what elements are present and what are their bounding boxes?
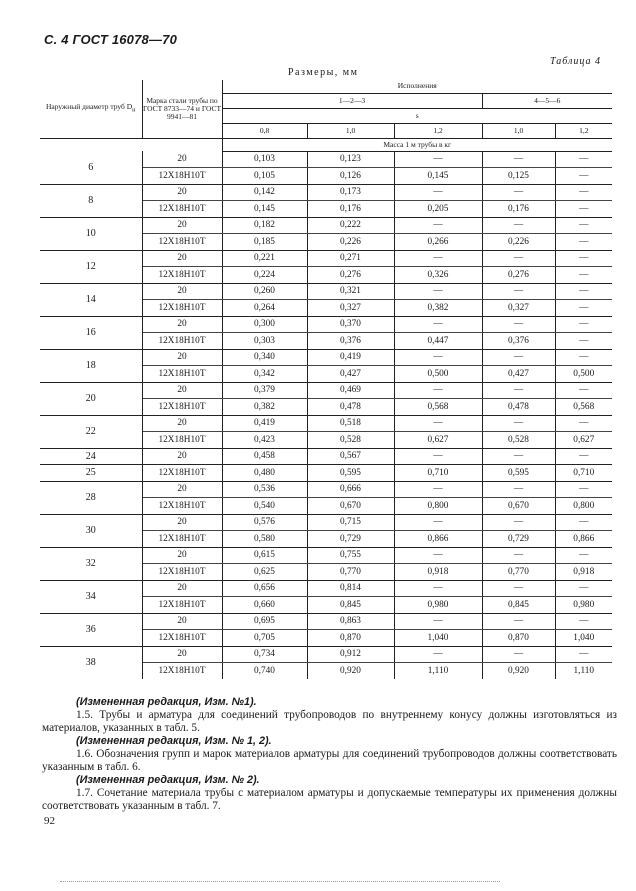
mass-cell: 0,670 bbox=[307, 498, 394, 515]
mass-cell: — bbox=[482, 547, 555, 564]
thickness-value: 1,0 bbox=[307, 123, 394, 138]
mass-cell: 0,447 bbox=[394, 333, 482, 350]
table-row bbox=[40, 382, 612, 399]
mass-cell: 0,176 bbox=[307, 201, 394, 218]
mass-cell: 0,327 bbox=[482, 300, 555, 317]
mass-cell: 0,568 bbox=[555, 399, 612, 416]
mass-cell: 0,528 bbox=[307, 432, 394, 449]
mass-cell: 0,800 bbox=[555, 498, 612, 515]
mass-cell: 0,469 bbox=[307, 382, 394, 399]
mass-cell: 1,110 bbox=[573, 666, 595, 676]
mass-cell: 0,103 bbox=[222, 151, 307, 168]
mass-cell: 0,125 bbox=[482, 168, 555, 185]
mass-cell: 0,321 bbox=[307, 283, 394, 300]
steel-grade-cell: 12Х18Н10Т bbox=[142, 531, 222, 548]
mass-cell: 0,615 bbox=[222, 547, 307, 564]
mass-cell: 0,105 bbox=[222, 168, 307, 185]
steel-grade-cell: 12Х18Н10Т bbox=[142, 498, 222, 515]
steel-grade-cell: 20 bbox=[142, 184, 222, 201]
table-row bbox=[40, 481, 612, 498]
table-row bbox=[40, 580, 612, 597]
mass-cell: 0,845 bbox=[307, 597, 394, 614]
paragraph-1-6: 1.6. Обозначения групп и марок материалов арматуры для соединений трубопроводов должны соответствовать указанным в табл. 6. bbox=[42, 748, 617, 773]
table-row bbox=[40, 514, 612, 531]
steel-grade-cell: 20 bbox=[142, 382, 222, 399]
outer-diameter-cell: 24 bbox=[40, 448, 142, 465]
mass-cell: 0,271 bbox=[307, 250, 394, 267]
mass-cell: — bbox=[394, 514, 482, 531]
mass-cell: 0,770 bbox=[307, 564, 394, 581]
mass-cell: 0,595 bbox=[482, 465, 555, 482]
mass-cell: 0,912 bbox=[307, 646, 394, 663]
amendment-note: (Измененная редакция, Изм. № 2). bbox=[76, 774, 260, 786]
mass-cell: 0,419 bbox=[307, 349, 394, 366]
table-row bbox=[40, 250, 612, 267]
outer-diameter-cell: 25 bbox=[40, 465, 142, 482]
outer-diameter-cell: 8 bbox=[40, 184, 142, 217]
mass-cell: 0,734 bbox=[222, 646, 307, 663]
mass-cell: 0,145 bbox=[222, 201, 307, 218]
mass-cell: 0,710 bbox=[394, 465, 482, 482]
table-row bbox=[40, 448, 612, 465]
mass-cell: 0,327 bbox=[307, 300, 394, 317]
mass-cell: 0,576 bbox=[222, 514, 307, 531]
amendment-note: (Измененная редакция, Изм. № 1, 2). bbox=[76, 735, 272, 747]
mass-cell: — bbox=[482, 514, 555, 531]
table-row bbox=[40, 613, 612, 630]
table-row bbox=[40, 646, 612, 663]
mass-cell: — bbox=[482, 151, 555, 168]
mass-cell: 0,182 bbox=[222, 217, 307, 234]
mass-cell: 0,870 bbox=[307, 630, 394, 647]
mass-cell: 0,866 bbox=[394, 531, 482, 548]
mass-cell: 0,382 bbox=[222, 399, 307, 416]
outer-diameter-cell: 38 bbox=[40, 646, 142, 679]
mass-cell: 0,185 bbox=[222, 234, 307, 251]
outer-diameter-cell: 32 bbox=[40, 547, 142, 580]
mass-cell: 0,567 bbox=[307, 448, 394, 465]
mass-cell: — bbox=[394, 415, 482, 432]
mass-cell: 0,568 bbox=[394, 399, 482, 416]
mass-cell: 1,110 bbox=[394, 663, 482, 680]
outer-diameter-cell: 22 bbox=[40, 415, 142, 448]
mass-cell: — bbox=[394, 580, 482, 597]
mass-cell: — bbox=[394, 646, 482, 663]
mass-cell: 0,326 bbox=[394, 267, 482, 284]
outer-diameter-cell: 10 bbox=[40, 217, 142, 250]
mass-cell: 0,173 bbox=[307, 184, 394, 201]
mass-cell: — bbox=[555, 168, 612, 185]
mass-cell: 0,419 bbox=[222, 415, 307, 432]
steel-grade-cell: 12Х18Н10Т bbox=[142, 234, 222, 251]
mass-cell: 0,755 bbox=[307, 547, 394, 564]
mass-cell: 0,222 bbox=[307, 217, 394, 234]
mass-cell: — bbox=[555, 217, 612, 234]
mass-cell: 0,580 bbox=[222, 531, 307, 548]
mass-cell: — bbox=[555, 382, 612, 399]
table-row bbox=[40, 465, 612, 482]
mass-cell: 0,670 bbox=[482, 498, 555, 515]
mass-cell: 0,382 bbox=[394, 300, 482, 317]
mass-cell: 0,276 bbox=[307, 267, 394, 284]
mass-cell: — bbox=[555, 250, 612, 267]
mass-cell: 0,710 bbox=[555, 465, 612, 482]
mass-cell: 0,226 bbox=[307, 234, 394, 251]
mass-cell: 0,863 bbox=[307, 613, 394, 630]
mass-cell: 0,224 bbox=[222, 267, 307, 284]
mass-cell: — bbox=[555, 333, 612, 350]
mass-cell: — bbox=[555, 448, 612, 465]
mass-cell: 0,123 bbox=[307, 151, 394, 168]
mass-cell: 0,458 bbox=[222, 448, 307, 465]
outer-diameter-cell: 36 bbox=[40, 613, 142, 646]
mass-cell: — bbox=[482, 217, 555, 234]
mass-cell: 0,500 bbox=[555, 366, 612, 383]
mass-cell: 0,379 bbox=[222, 382, 307, 399]
mass-cell: — bbox=[555, 613, 612, 630]
mass-cell: — bbox=[482, 349, 555, 366]
mass-cell: — bbox=[555, 514, 612, 531]
mass-cell: 0,370 bbox=[307, 316, 394, 333]
mass-cell: — bbox=[482, 283, 555, 300]
mass-cell: 0,340 bbox=[222, 349, 307, 366]
page-header: С. 4 ГОСТ 16078—70 bbox=[44, 32, 178, 47]
mass-cell: 0,300 bbox=[222, 316, 307, 333]
table-label: Таблица 4 bbox=[550, 56, 601, 67]
mass-cell: 0,920 bbox=[307, 663, 394, 680]
paragraph-1-7: 1.7. Сочетание материала трубы с материалом арматуры и допускаемые температуры их применения должны соответствовать указанным в табл. 7. bbox=[42, 787, 617, 812]
mass-cell: — bbox=[394, 547, 482, 564]
steel-grade-cell: 20 bbox=[142, 448, 222, 465]
mass-cell: 0,145 bbox=[394, 168, 482, 185]
table-row bbox=[40, 184, 612, 201]
mass-cell: 0,625 bbox=[222, 564, 307, 581]
mass-cell: 0,376 bbox=[307, 333, 394, 350]
mass-cell: — bbox=[555, 646, 612, 663]
steel-grade-cell: 20 bbox=[142, 646, 222, 663]
table-row bbox=[40, 349, 612, 366]
mass-cell: 0,478 bbox=[307, 399, 394, 416]
mass-cell: 0,528 bbox=[482, 432, 555, 449]
body-text bbox=[42, 696, 617, 813]
mass-cell: 0,740 bbox=[222, 663, 307, 680]
mass-cell: 0,205 bbox=[394, 201, 482, 218]
table-row bbox=[40, 415, 612, 432]
outer-diameter-cell: 12 bbox=[40, 250, 142, 283]
steel-grade-cell: 12Х18Н10Т bbox=[142, 597, 222, 614]
mass-cell: 0,126 bbox=[307, 168, 394, 185]
mass-cell: — bbox=[555, 349, 612, 366]
mass-cell: 0,627 bbox=[394, 432, 482, 449]
mass-cell: — bbox=[482, 580, 555, 597]
mass-cell: 0,221 bbox=[222, 250, 307, 267]
mass-cell: 0,715 bbox=[307, 514, 394, 531]
mass-cell: 0,980 bbox=[394, 597, 482, 614]
mass-cell: — bbox=[555, 316, 612, 333]
mass-cell: 0,695 bbox=[222, 613, 307, 630]
mass-cell: — bbox=[555, 481, 612, 498]
mass-cell: — bbox=[394, 613, 482, 630]
steel-grade-cell: 20 bbox=[142, 415, 222, 432]
mass-cell: 0,536 bbox=[222, 481, 307, 498]
mass-cell: — bbox=[482, 415, 555, 432]
steel-grade-cell: 20 bbox=[142, 151, 222, 168]
table-row bbox=[40, 316, 612, 333]
steel-grade-cell: 12Х18Н10Т bbox=[142, 300, 222, 317]
scan-artifact bbox=[60, 881, 500, 884]
thickness-symbol: s bbox=[222, 108, 612, 123]
col-steel-grade-header: Марка стали трубы по ГОСТ 8733—74 и ГОСТ 9941—81 bbox=[142, 80, 222, 138]
page-number: 92 bbox=[44, 815, 55, 827]
mass-cell: — bbox=[394, 382, 482, 399]
mass-cell: 0,276 bbox=[482, 267, 555, 284]
mass-cell: 0,729 bbox=[307, 531, 394, 548]
mass-cell: 0,500 bbox=[394, 366, 482, 383]
mass-cell: 0,376 bbox=[482, 333, 555, 350]
paragraph-1-5: 1.5. Трубы и арматура для соединений трубопроводов по внутреннему конусу должны изготовляться из материалов, указанных в табл. 5. bbox=[42, 709, 617, 734]
mass-cell: — bbox=[555, 184, 612, 201]
mass-cell: — bbox=[555, 151, 612, 168]
mass-cell: 0,660 bbox=[222, 597, 307, 614]
steel-grade-cell: 12Х18Н10Т bbox=[142, 399, 222, 416]
mass-cell: — bbox=[394, 481, 482, 498]
dimensions-caption: Размеры, мм bbox=[288, 67, 359, 78]
execution-group-2: 4—5—6 bbox=[482, 93, 612, 108]
mass-cell: 0,266 bbox=[394, 234, 482, 251]
mass-cell: 0,729 bbox=[482, 531, 555, 548]
thickness-value: 1,0 bbox=[482, 123, 555, 138]
mass-cell: — bbox=[394, 217, 482, 234]
steel-grade-cell: 20 bbox=[142, 250, 222, 267]
steel-grade-cell: 20 bbox=[142, 514, 222, 531]
steel-grade-cell: 20 bbox=[142, 580, 222, 597]
mass-cell: — bbox=[394, 184, 482, 201]
mass-cell: 0,176 bbox=[482, 201, 555, 218]
mass-cell: 0,142 bbox=[222, 184, 307, 201]
mass-cell: 0,480 bbox=[222, 465, 307, 482]
steel-grade-cell: 12Х18Н10Т bbox=[142, 333, 222, 350]
mass-cell: — bbox=[394, 250, 482, 267]
steel-grade-cell: 12Х18Н10Т bbox=[142, 663, 222, 680]
mass-cell: 0,342 bbox=[222, 366, 307, 383]
outer-diameter-cell: 20 bbox=[40, 382, 142, 415]
mass-cell: 0,595 bbox=[307, 465, 394, 482]
mass-cell: — bbox=[482, 613, 555, 630]
table-row bbox=[40, 547, 612, 564]
mass-cell: — bbox=[394, 448, 482, 465]
outer-diameter-cell: 18 bbox=[40, 349, 142, 382]
mass-cell: 1,040 bbox=[394, 630, 482, 647]
execution-group-1: 1—2—3 bbox=[222, 93, 482, 108]
steel-grade-cell: 12Х18Н10Т bbox=[142, 366, 222, 383]
mass-cell: 0,518 bbox=[307, 415, 394, 432]
mass-cell: — bbox=[555, 234, 612, 251]
mass-cell: 0,423 bbox=[222, 432, 307, 449]
mass-cell: — bbox=[482, 481, 555, 498]
mass-cell: 0,866 bbox=[555, 531, 612, 548]
steel-grade-cell: 20 bbox=[142, 613, 222, 630]
steel-grade-cell: 20 bbox=[142, 349, 222, 366]
mass-cell: — bbox=[394, 283, 482, 300]
mass-cell: 0,666 bbox=[307, 481, 394, 498]
mass-cell: 0,427 bbox=[482, 366, 555, 383]
mass-cell: 0,656 bbox=[222, 580, 307, 597]
mass-cell: 0,918 bbox=[555, 564, 612, 581]
steel-grade-cell: 12Х18Н10Т bbox=[142, 168, 222, 185]
steel-grade-cell: 20 bbox=[142, 283, 222, 300]
steel-grade-cell: 12Х18Н10Т bbox=[142, 564, 222, 581]
mass-cell: 0,540 bbox=[222, 498, 307, 515]
steel-grade-cell: 20 bbox=[142, 217, 222, 234]
mass-cell: 1,040 bbox=[555, 630, 612, 647]
mass-cell: — bbox=[482, 382, 555, 399]
mass-cell: — bbox=[555, 415, 612, 432]
mass-cell: 0,920 bbox=[482, 663, 555, 680]
mass-cell: 0,980 bbox=[555, 597, 612, 614]
mass-cell: — bbox=[555, 201, 612, 218]
mass-header: Масса 1 м трубы в кг bbox=[222, 138, 612, 151]
mass-cell: 0,260 bbox=[222, 283, 307, 300]
table-body bbox=[40, 151, 612, 679]
amendment-note: (Измененная редакция, Изм. №1). bbox=[76, 696, 257, 708]
outer-diameter-cell: 28 bbox=[40, 481, 142, 514]
thickness-value: 0,8 bbox=[222, 123, 307, 138]
mass-cell: — bbox=[482, 646, 555, 663]
steel-grade-cell: 12Х18Н10Т bbox=[142, 267, 222, 284]
steel-grade-cell: 12Х18Н10Т bbox=[142, 630, 222, 647]
mass-cell: 0,627 bbox=[555, 432, 612, 449]
table-row bbox=[40, 283, 612, 300]
steel-grade-cell: 20 bbox=[142, 316, 222, 333]
mass-cell: — bbox=[555, 547, 612, 564]
mass-cell: — bbox=[482, 316, 555, 333]
mass-cell: 0,226 bbox=[482, 234, 555, 251]
mass-cell: 0,264 bbox=[222, 300, 307, 317]
thickness-value: 1,2 bbox=[555, 123, 612, 138]
col-execution-header: Исполнения bbox=[222, 80, 612, 93]
mass-cell: — bbox=[555, 267, 612, 284]
steel-grade-cell: 20 bbox=[142, 481, 222, 498]
mass-cell: 0,770 bbox=[482, 564, 555, 581]
mass-cell: 0,870 bbox=[482, 630, 555, 647]
outer-diameter-cell: 6 bbox=[40, 151, 142, 184]
mass-cell: 0,303 bbox=[222, 333, 307, 350]
mass-cell: — bbox=[482, 184, 555, 201]
outer-diameter-cell: 14 bbox=[40, 283, 142, 316]
steel-grade-cell: 20 bbox=[142, 547, 222, 564]
col-outer-diameter-header: Наружный диаметр труб $D_н$ bbox=[40, 80, 142, 138]
steel-grade-cell: 12Х18Н10Т bbox=[142, 465, 222, 482]
mass-cell: — bbox=[482, 448, 555, 465]
mass-cell: — bbox=[555, 580, 612, 597]
table-row bbox=[40, 151, 612, 168]
steel-grade-cell: 12Х18Н10Т bbox=[142, 201, 222, 218]
mass-cell: 0,845 bbox=[482, 597, 555, 614]
outer-diameter-cell: 34 bbox=[40, 580, 142, 613]
mass-cell: — bbox=[555, 283, 612, 300]
outer-diameter-cell: 30 bbox=[40, 514, 142, 547]
mass-cell: — bbox=[482, 250, 555, 267]
mass-cell: 0,705 bbox=[222, 630, 307, 647]
mass-cell: 0,800 bbox=[394, 498, 482, 515]
mass-cell: 0,478 bbox=[482, 399, 555, 416]
steel-grade-cell: 12Х18Н10Т bbox=[142, 432, 222, 449]
table-row bbox=[40, 217, 612, 234]
thickness-value: 1,2 bbox=[394, 123, 482, 138]
pipe-mass-table bbox=[40, 80, 612, 679]
mass-cell: — bbox=[394, 316, 482, 333]
mass-cell: 0,918 bbox=[394, 564, 482, 581]
mass-cell: — bbox=[394, 151, 482, 168]
mass-cell: 0,427 bbox=[307, 366, 394, 383]
outer-diameter-cell: 16 bbox=[40, 316, 142, 349]
mass-cell: 0,814 bbox=[307, 580, 394, 597]
mass-cell: — bbox=[394, 349, 482, 366]
mass-cell: — bbox=[555, 300, 612, 317]
